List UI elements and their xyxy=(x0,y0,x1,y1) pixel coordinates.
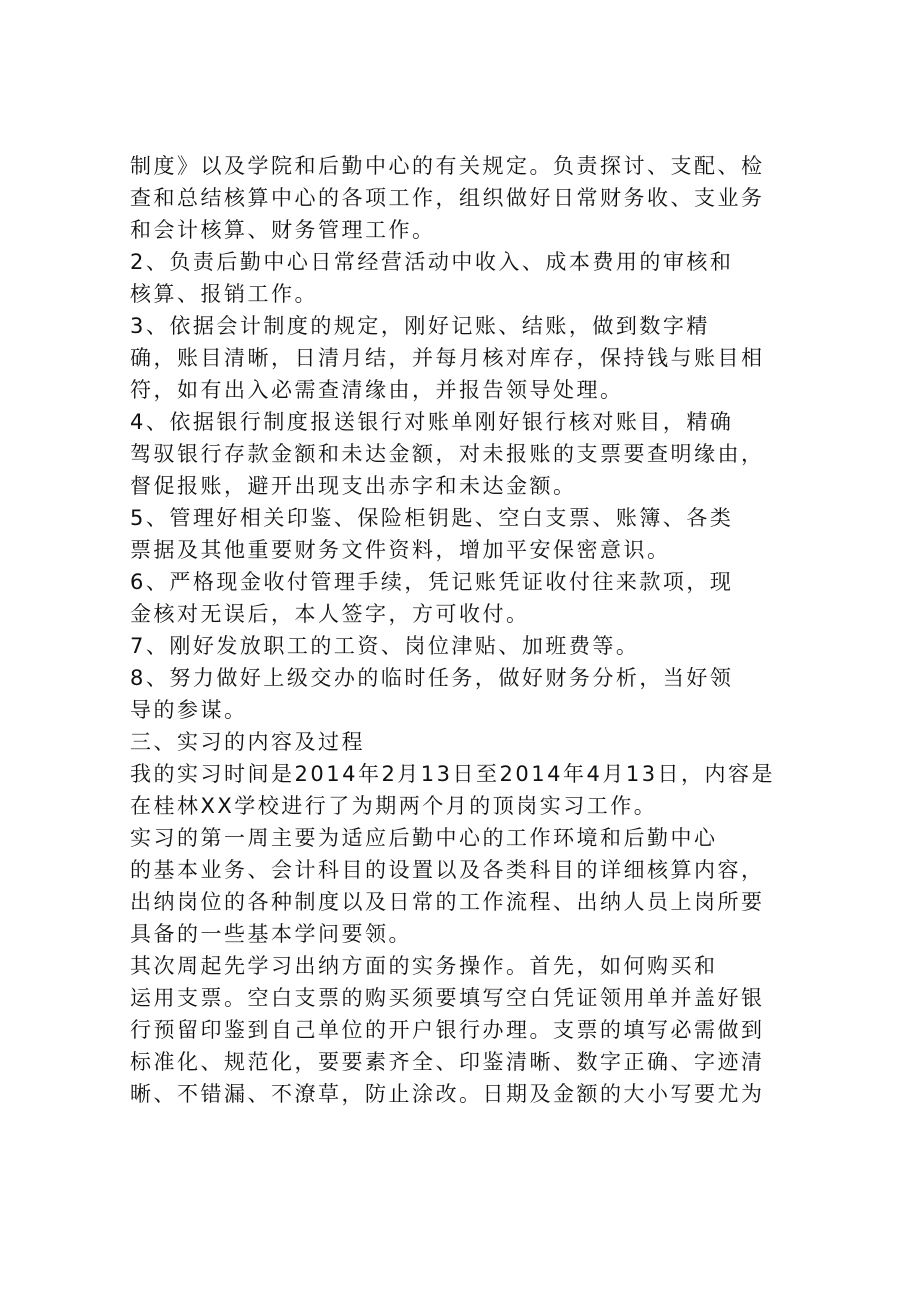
document-page xyxy=(130,150,776,1110)
text-line: 其次周起先学习出纳方面的实务操作。首先，如何购买和 xyxy=(130,954,718,978)
text-line: 具备的一些基本学问要领。 xyxy=(130,922,412,946)
text-line: 标准化、规范化，要要素齐全、印鉴清晰、数字正确、字迹清 xyxy=(130,1050,765,1074)
section-heading-text: 三、实习的内容及过程 xyxy=(130,730,365,754)
text-line: 8、努力做好上级交办的临时任务，做好财务分析，当好领 xyxy=(130,666,734,690)
text-line: 的基本业务、会计科目的设置以及各类科目的详细核算内容， xyxy=(130,858,765,882)
list-item-6 xyxy=(130,566,770,630)
text-line: 运用支票。空白支票的购买须要填写空白凭证领用单并盖好银 xyxy=(130,986,765,1010)
text-line: 行预留印鉴到自己单位的开户银行办理。支票的填写必需做到 xyxy=(130,1018,765,1042)
list-item-8 xyxy=(130,662,770,726)
text-line: 票据及其他重要财务文件资料，增加平安保密意识。 xyxy=(130,538,671,562)
text-line: 查和总结核算中心的各项工作，组织做好日常财务收、支业务 xyxy=(130,186,765,210)
text-line: 和会计核算、财务管理工作。 xyxy=(130,218,436,242)
list-item-7 xyxy=(130,630,770,662)
list-item-4 xyxy=(130,406,770,502)
list-item-3 xyxy=(130,310,770,406)
text-line: 我的实习时间是2014年2月13日至2014年4月13日，内容是 xyxy=(130,762,776,786)
text-line: 导的参谋。 xyxy=(130,698,248,722)
list-item-5 xyxy=(130,502,770,566)
text-line: 晰、不错漏、不潦草，防止涂改。日期及金额的大小写要尤为 xyxy=(130,1082,765,1106)
text-line: 5、管理好相关印鉴、保险柜钥匙、空白支票、账簿、各类 xyxy=(130,506,734,530)
text-line: 金核对无误后，本人签字，方可收付。 xyxy=(130,602,530,626)
text-line: 符，如有出入必需查清缘由，并报告领导处理。 xyxy=(130,378,624,402)
paragraph-internship-time xyxy=(130,758,776,822)
text-line: 确，账目清晰，日清月结，并每月核对库存，保持钱与账目相 xyxy=(130,346,765,370)
text-line: 实习的第一周主要为适应后勤中心的工作环境和后勤中心 xyxy=(130,826,718,850)
text-line: 6、严格现金收付管理手续，凭记账凭证收付往来款项，现 xyxy=(130,570,734,594)
section-heading-3 xyxy=(130,726,770,758)
list-item-2 xyxy=(130,246,770,310)
text-line: 7、刚好发放职工的工资、岗位津贴、加班费等。 xyxy=(130,634,640,658)
text-line: 核算、报销工作。 xyxy=(130,282,318,306)
paragraph-first-week xyxy=(130,822,770,950)
text-line: 4、依据银行制度报送银行对账单刚好银行核对账目，精确 xyxy=(130,410,734,434)
paragraph-duties-intro xyxy=(130,150,770,246)
text-line: 督促报账，避开出现支出赤字和未达金额。 xyxy=(130,474,577,498)
text-line: 制度》以及学院和后勤中心的有关规定。负责探讨、支配、检 xyxy=(130,154,765,178)
text-line: 2、负责后勤中心日常经营活动中收入、成本费用的审核和 xyxy=(130,250,734,274)
text-line: 驾驭银行存款金额和未达金额，对未报账的支票要查明缘由， xyxy=(130,442,765,466)
paragraph-second-week xyxy=(130,950,770,1110)
text-line: 出纳岗位的各种制度以及日常的工作流程、出纳人员上岗所要 xyxy=(130,890,765,914)
text-line: 在桂林XX学校进行了为期两个月的顶岗实习工作。 xyxy=(130,794,658,818)
text-line: 3、依据会计制度的规定，刚好记账、结账，做到数字精 xyxy=(130,314,710,338)
